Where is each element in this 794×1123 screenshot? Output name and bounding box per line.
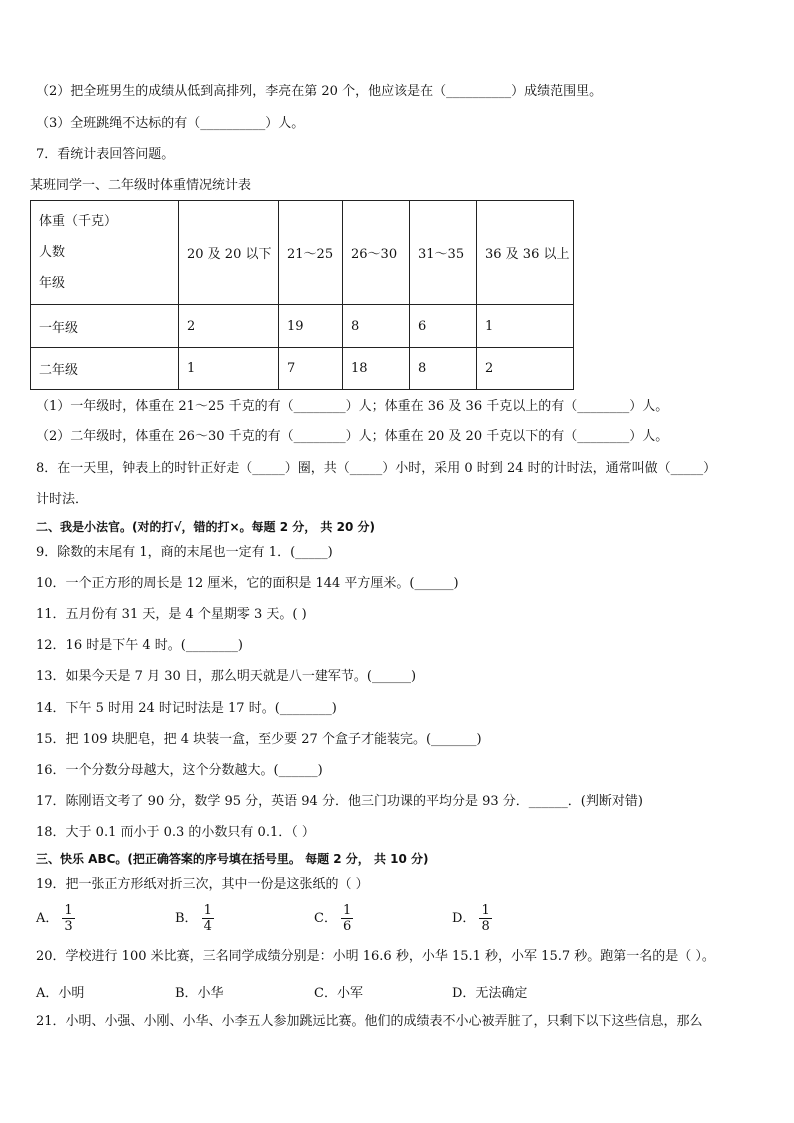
table-row bbox=[31, 305, 574, 348]
table-cell: 7 bbox=[279, 348, 343, 390]
column-header: 36 及 36 以上 bbox=[477, 201, 574, 305]
option-letter: D． bbox=[452, 911, 476, 926]
fraction bbox=[62, 903, 74, 934]
row-grade-label: 一年级 bbox=[31, 305, 179, 348]
q9-text: 9．除数的末尾有 1，商的末尾也一定有 1．(_____) bbox=[36, 545, 333, 560]
option-letter: B． bbox=[175, 911, 198, 926]
option-letter: A． bbox=[36, 911, 59, 926]
table-cell: 8 bbox=[410, 348, 477, 390]
header-label-grade: 年级 bbox=[39, 276, 66, 291]
q6-3-text: （3）全班跳绳不达标的有（__________）人。 bbox=[36, 116, 305, 131]
q19-option-c[interactable] bbox=[314, 903, 353, 934]
table-cell: 1 bbox=[477, 305, 574, 348]
fraction-denominator: 6 bbox=[342, 919, 352, 934]
table-cell: 1 bbox=[179, 348, 279, 390]
q10-text: 10．一个正方形的周长是 12 厘米，它的面积是 144 平方厘米。(______) bbox=[36, 576, 459, 591]
header-label-count: 人数 bbox=[39, 245, 66, 260]
fraction-numerator: 1 bbox=[481, 903, 490, 918]
fraction-denominator: 4 bbox=[203, 919, 212, 934]
q20-option-d[interactable]: D．无法确定 bbox=[452, 986, 528, 1001]
fraction-numerator: 1 bbox=[203, 903, 212, 918]
q20-option-c[interactable]: C．小军 bbox=[314, 986, 363, 1001]
q6-2-text: （2）把全班男生的成绩从低到高排列，李亮在第 20 个，他应该是在（__________）成绩范围里。 bbox=[36, 84, 603, 99]
q8-text-cont: 计时法． bbox=[36, 492, 89, 507]
weight-stat-table bbox=[30, 200, 574, 390]
table-cell: 2 bbox=[477, 348, 574, 390]
q19-option-b[interactable] bbox=[175, 903, 214, 934]
fraction bbox=[479, 903, 491, 934]
q15-text: 15．把 109 块肥皂，把 4 块装一盒，至少要 27 个盒子才能装完。(_______) bbox=[36, 732, 482, 747]
q7-1-text: （1）一年级时，体重在 21～25 千克的有（________）人；体重在 36 及 36 千克以上的有（________）人。 bbox=[36, 399, 669, 414]
q7-text: 7．看统计表回答问题。 bbox=[36, 147, 175, 162]
q11-text: 11．五月份有 31 天，是 4 个星期零 3 天。( ) bbox=[36, 607, 307, 622]
section-2-heading: 二、我是小法官。(对的打√，错的打×。每题 2 分， 共 20 分) bbox=[36, 520, 375, 534]
fraction-numerator: 1 bbox=[342, 903, 352, 918]
q12-text: 12．16 时是下午 4 时。(________) bbox=[36, 638, 243, 653]
fraction-denominator: 8 bbox=[481, 919, 490, 934]
q19-text: 19．把一张正方形纸对折三次，其中一份是这张纸的（ ） bbox=[36, 877, 369, 892]
q21-text: 21．小明、小强、小刚、小华、小李五人参加跳远比赛。他们的成绩表不小心被弄脏了，只剩下以下这些信息，那么 bbox=[36, 1014, 703, 1029]
column-header: 21～25 bbox=[279, 201, 343, 305]
fraction-numerator: 1 bbox=[64, 903, 73, 918]
row-grade-label: 二年级 bbox=[31, 348, 179, 390]
column-header: 26～30 bbox=[343, 201, 410, 305]
q20-option-a[interactable]: A．小明 bbox=[36, 986, 85, 1001]
table-cell: 19 bbox=[279, 305, 343, 348]
fraction bbox=[202, 903, 214, 934]
fraction bbox=[341, 903, 353, 934]
q19-option-d[interactable] bbox=[452, 903, 492, 934]
table-cell: 8 bbox=[343, 305, 410, 348]
q19-option-a[interactable] bbox=[36, 903, 75, 934]
q16-text: 16．一个分数分母越大，这个分数越大。(______) bbox=[36, 763, 323, 778]
option-letter: C． bbox=[314, 911, 337, 926]
q14-text: 14．下午 5 时用 24 时记时法是 17 时。(________) bbox=[36, 701, 337, 716]
q18-text: 18．大于 0.1 而小于 0.3 的小数只有 0.1．（ ） bbox=[36, 825, 315, 840]
q8-text: 8．在一天里，钟表上的时针正好走（_____）圈，共（_____）小时，采用 0 时到 24 时的计时法，通常叫做（_____） bbox=[36, 461, 717, 476]
q7-2-text: （2）二年级时，体重在 26～30 千克的有（________）人；体重在 20 及 20 千克以下的有（________）人。 bbox=[36, 429, 669, 444]
table-cell: 6 bbox=[410, 305, 477, 348]
header-corner-cell bbox=[31, 201, 179, 305]
column-header: 31～35 bbox=[410, 201, 477, 305]
q20-option-b[interactable]: B．小华 bbox=[175, 986, 224, 1001]
table-row bbox=[31, 348, 574, 390]
column-header: 20 及 20 以下 bbox=[179, 201, 279, 305]
q17-text: 17．陈刚语文考了 90 分，数学 95 分，英语 94 分．他三门功课的平均分是 93 分．______．(判断对错) bbox=[36, 794, 643, 809]
header-label-weight: 体重（千克） bbox=[39, 214, 118, 229]
section-3-heading: 三、快乐 ABC。(把正确答案的序号填在括号里。 每题 2 分， 共 10 分) bbox=[36, 852, 429, 866]
fraction-denominator: 3 bbox=[64, 919, 73, 934]
q20-text: 20．学校进行 100 米比赛，三名同学成绩分别是：小明 16.6 秒，小华 15.1 秒，小军 15.7 秒。跑第一名的是（ ）。 bbox=[36, 949, 715, 964]
table-header-row bbox=[31, 201, 574, 305]
table-cell: 2 bbox=[179, 305, 279, 348]
q13-text: 13．如果今天是 7 月 30 日，那么明天就是八一建军节。(______) bbox=[36, 669, 417, 684]
table-cell: 18 bbox=[343, 348, 410, 390]
table-caption: 某班同学一、二年级时体重情况统计表 bbox=[30, 178, 252, 193]
